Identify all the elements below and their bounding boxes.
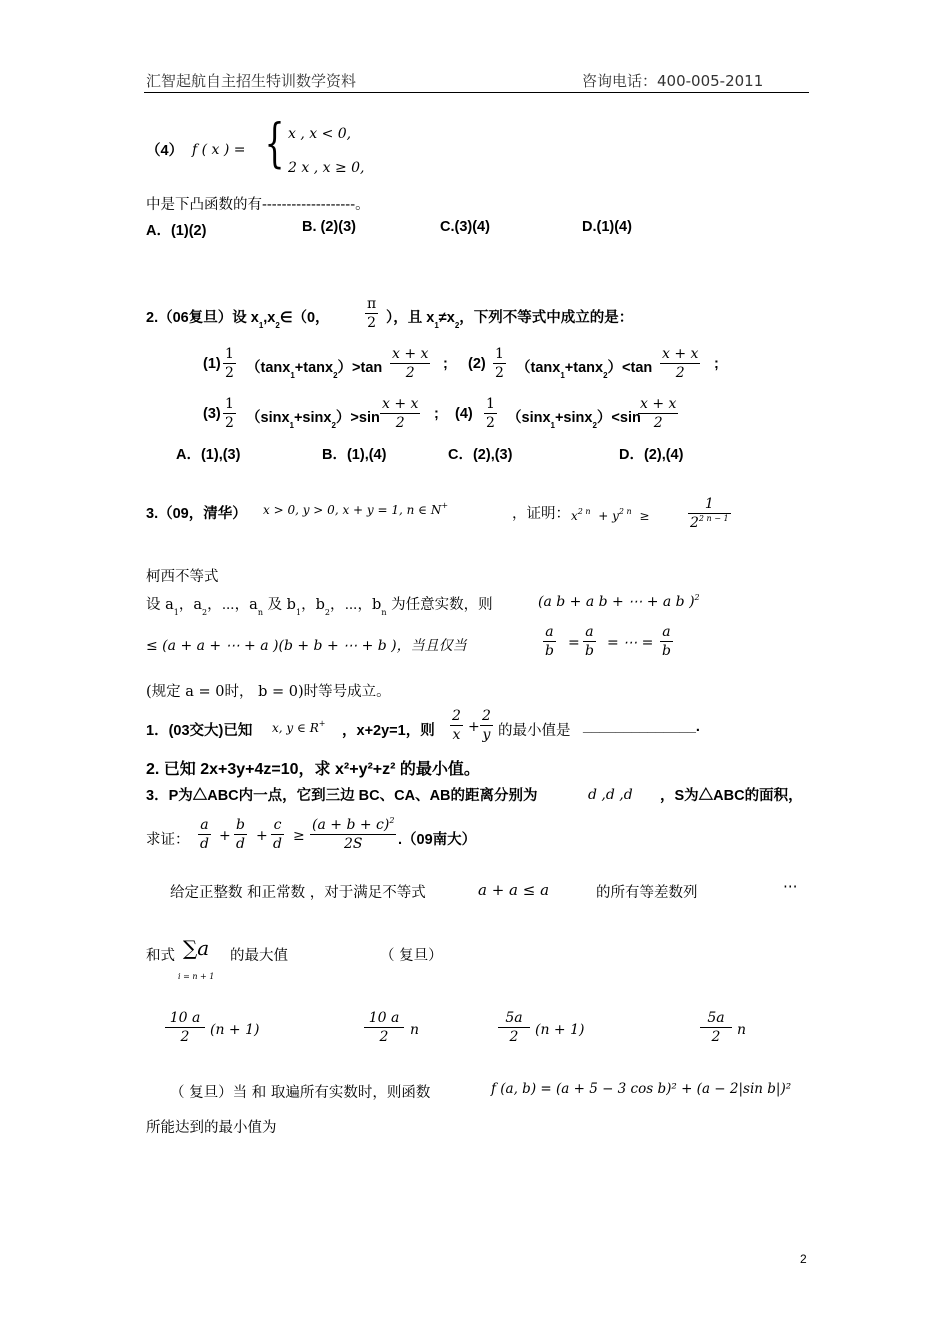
q2-s2-half: 1 2: [495, 346, 504, 381]
cauchy-ratio-1: a b: [545, 624, 554, 659]
q2-s2-label: (2): [468, 356, 486, 372]
q2-s4-text: （sinx$_1$+sinx$_2$）<sin: [507, 410, 641, 430]
header-phone: 咨询电话：400-005-2011: [582, 72, 764, 90]
q2-s1-text: （tanx$_1$+tanx$_2$）>tan: [246, 360, 383, 380]
q3-prove: ，证明：: [512, 506, 570, 522]
p1-blank: ______________.: [583, 719, 700, 735]
cauchy-ratio-2: a b: [585, 624, 594, 659]
p3-distances: d ,d ,d: [588, 787, 633, 803]
p3-plus-1: +: [219, 828, 231, 844]
p5-function: f (a, b) = (a + 5 − 3 cos b)² + (a − 2|sin b|)²: [491, 1081, 792, 1097]
p3-frac-b: b d: [236, 817, 245, 852]
p1-frac-y: 2 y: [482, 708, 491, 743]
q1-option-a: A．(1)(2): [146, 223, 207, 239]
q2-s3-semicolon: ;: [434, 406, 439, 422]
q2-option-d: D．(2),(4): [619, 447, 684, 463]
item4-lhs: f ( x ) =: [192, 142, 246, 158]
q2-s4-half: 1 2: [486, 396, 495, 431]
p4-sigma-lower: i = n + 1: [178, 972, 215, 981]
q1-option-d: D.(1)(4): [582, 219, 632, 235]
p4-line2a: 和式: [146, 948, 175, 964]
q2-s3-text: （sinx$_1$+sinx$_2$）>sin: [246, 410, 380, 430]
q2-option-c: C．(2),(3): [448, 447, 513, 463]
cauchy-line1-rhs: (a b + a b + ⋯ + a b )$^2$: [538, 593, 700, 610]
q2-s3-half: 1 2: [225, 396, 234, 431]
item4-brace: {: [264, 114, 285, 174]
p3-geq: ≥: [293, 828, 305, 844]
p3-rhs: $(a + b + c)^2$ 2S: [312, 816, 395, 852]
p3-frac-a: a d: [200, 817, 209, 852]
cauchy-line3: (规定 a = 0时， b = 0)时等号成立。: [146, 684, 391, 700]
p4-option-c-tail: (n + 1): [535, 1022, 585, 1038]
p4-option-d-tail: n: [737, 1022, 747, 1038]
p4-source: （ 复旦）: [380, 948, 443, 964]
cauchy-line1: 设 $a_1$，$a_2$，⋯，$a_n$ 及 $b_1$，$b_2$，⋯，$b_n$ 为任意实数，则: [146, 597, 493, 617]
p3-plus-2: +: [256, 828, 268, 844]
q3-lhs: $x^{2 n} + y^{2 n}$ ≥: [571, 507, 650, 523]
p1-text-c: ，x+2y=1，则: [342, 723, 435, 739]
p4-line1b: 的所有等差数列: [596, 885, 698, 901]
p3-frac-c: c d: [273, 817, 282, 852]
p3-source: .（09南大）: [398, 832, 477, 848]
p3-prove: 求证：: [146, 832, 190, 848]
cauchy-line2: ≤ (a + a + ⋯ + a )(b + b + ⋯ + b )，当且仅当: [146, 638, 467, 654]
q2-s3-frac: x + x 2: [382, 396, 419, 431]
q2-intro: 2.（06复旦）设 $x_1,x_2\in(0$，: [146, 310, 330, 330]
q2-s4-label: (4): [455, 406, 473, 422]
q3-condition: x > 0, y > 0, x + y = 1, n ∈ N+: [263, 501, 449, 517]
item4-case2: 2 x , x ≥ 0,: [288, 160, 365, 176]
p5-line2: 所能达到的最小值为: [146, 1120, 277, 1136]
p4-sigma: ∑a: [183, 936, 210, 960]
q2-s3-label: (3): [203, 406, 221, 422]
p4-option-a: 10 a 2: [165, 1010, 205, 1045]
q2-s1-label: (1): [203, 356, 221, 372]
header-rule: [144, 92, 809, 93]
p4-option-c: 5a 2: [498, 1010, 530, 1045]
q2-pi-over-2: π 2: [367, 296, 377, 331]
p1-text-a: 1．(03交大)已知: [146, 723, 253, 739]
header-title: 汇智起航自主招生特训数学资料: [146, 72, 357, 90]
q2-s4-frac: x + x 2: [640, 396, 677, 431]
q1-tail: 中是下凸函数的有-------------------。: [146, 197, 370, 213]
q2-option-a: A．(1),(3): [176, 447, 241, 463]
q3-rhs: 1 $2^{2 n - 1}$: [690, 496, 729, 531]
cauchy-eq-1: =: [568, 635, 580, 651]
p1-domain: x, y ∈ R+: [272, 719, 326, 735]
p4-option-a-tail: (n + 1): [210, 1022, 260, 1038]
p2-text: 2. 已知 2x+3y+4z=10，求 x²+y²+z² 的最小值。: [146, 761, 480, 778]
q1-option-c: C.(3)(4): [440, 219, 490, 235]
cauchy-eq-2: = ⋯ =: [607, 635, 654, 651]
p4-inequality: a + a ≤ a: [478, 881, 550, 899]
p1-text-d: 的最小值是: [498, 723, 571, 739]
q2-s1-semicolon: ;: [443, 356, 448, 372]
p1-frac-x: 2 x: [452, 708, 461, 743]
p4-dots: ⋯: [783, 879, 798, 895]
p4-line2b: 的最大值: [230, 948, 288, 964]
q2-s1-half: 1 2: [225, 346, 234, 381]
p4-option-b: 10 a 2: [364, 1010, 404, 1045]
p4-option-d: 5a 2: [700, 1010, 732, 1045]
q2-option-b: B．(1),(4): [322, 447, 387, 463]
p5-line1: （ 复旦）当 和 取遍所有实数时，则函数: [170, 1085, 431, 1101]
p3-text2: ，S为△ABC的面积，: [660, 788, 803, 804]
item4-label: （4）: [146, 143, 184, 159]
cauchy-ratio-n: a b: [662, 624, 671, 659]
item4-case1: x , x < 0,: [288, 126, 352, 142]
page-number: 2: [800, 1252, 807, 1266]
p3-text: 3．P为△ABC内一点，它到三边 BC、CA、AB的距离分别为: [146, 788, 538, 804]
p1-plus: +: [468, 719, 480, 735]
q2-intro-tail: ），且 $x_1\ne x_2$，下列不等式中成立的是：: [386, 310, 634, 330]
q2-s2-semicolon: ;: [714, 356, 719, 372]
p4-line1: 给定正整数 和正常数 ，对于满足不等式: [170, 885, 426, 901]
q3-label: 3.（09，清华）: [146, 506, 247, 522]
q2-s2-text: （tanx$_1$+tanx$_2$）<tan: [516, 360, 653, 380]
q1-option-b: B. (2)(3): [302, 219, 356, 235]
cauchy-title: 柯西不等式: [146, 569, 219, 585]
q2-s2-frac: x + x 2: [662, 346, 699, 381]
q2-s1-frac: x + x 2: [392, 346, 429, 381]
p4-option-b-tail: n: [410, 1022, 420, 1038]
